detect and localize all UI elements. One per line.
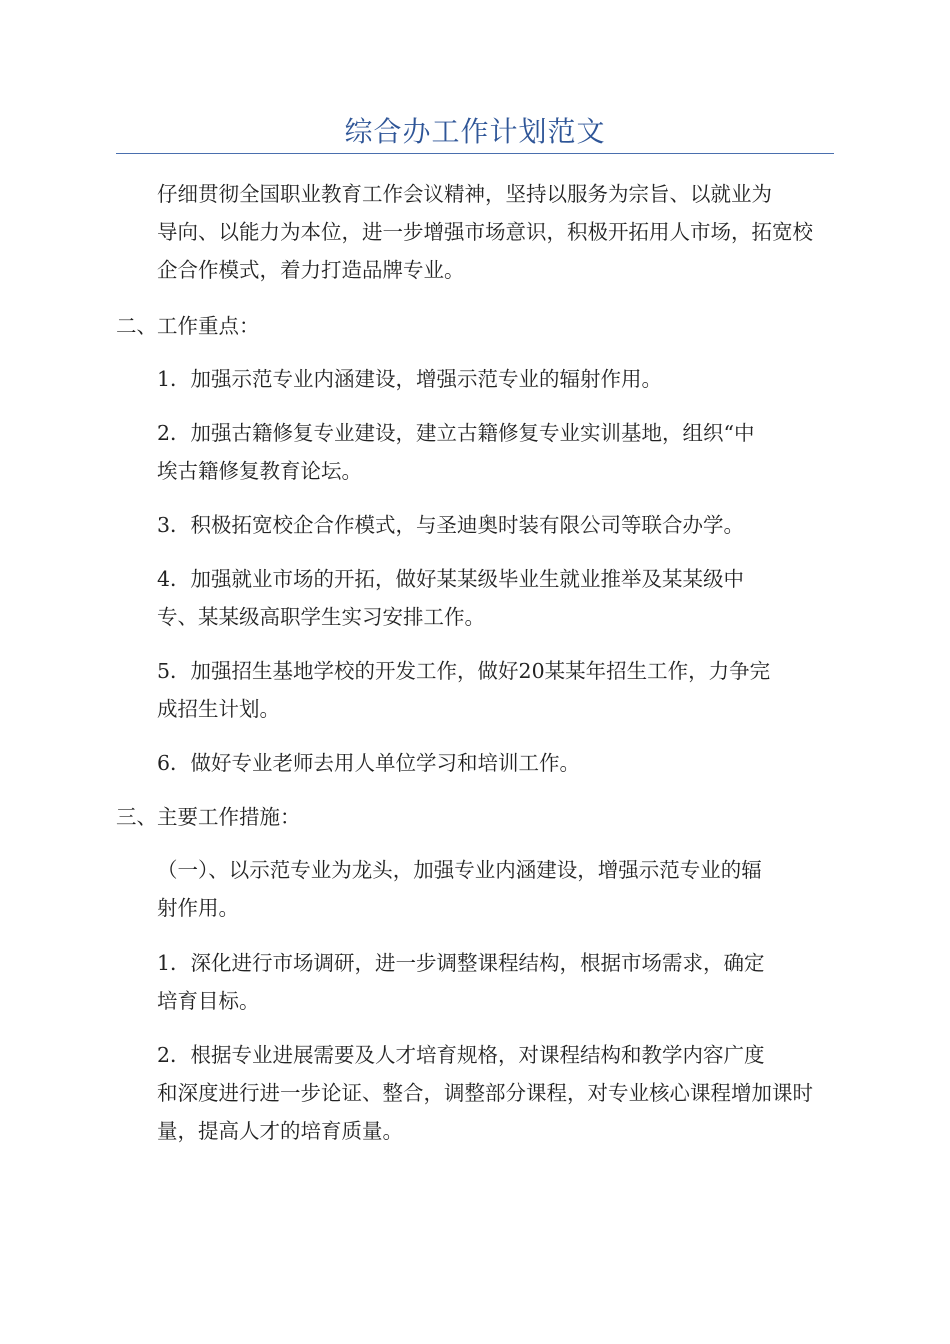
text-line: 1．加强示范专业内涵建设，增强示范专业的辐射作用。 — [157, 367, 663, 391]
list-item-paragraph — [116, 360, 834, 398]
text-line: 三、主要工作措施： — [116, 805, 301, 829]
text-line: 导向、以能力为本位，进一步增强市场意识，积极开拓用人市场，拓宽校 — [157, 220, 813, 244]
text-line: 2．加强古籍修复专业建设，建立古籍修复专业实训基地，组织“中 — [157, 421, 755, 445]
text-line: 量，提高人才的培育质量。 — [157, 1119, 403, 1143]
text-line: 射作用。 — [157, 896, 239, 920]
text-line: 专、某某级高职学生实习安排工作。 — [157, 605, 485, 629]
list-item-paragraph — [116, 744, 834, 782]
text-line: 和深度进行进一步论证、整合，调整部分课程，对专业核心课程增加课时 — [157, 1081, 813, 1105]
subsection-paragraph — [116, 851, 834, 927]
list-item-paragraph — [116, 1036, 834, 1150]
list-item-paragraph — [116, 506, 834, 544]
text-line: 2．根据专业进展需要及人才培育规格，对课程结构和教学内容广度 — [157, 1043, 765, 1067]
list-item-paragraph — [116, 560, 834, 636]
section-heading-measures — [116, 798, 834, 836]
list-item-paragraph — [116, 944, 834, 1020]
text-line: 4．加强就业市场的开拓，做好某某级毕业生就业推举及某某级中 — [157, 567, 745, 591]
text-line: 成招生计划。 — [157, 697, 280, 721]
document-page — [116, 0, 834, 1344]
text-line: 二、工作重点： — [116, 314, 260, 338]
text-line: 培育目标。 — [157, 989, 260, 1013]
text-line: 6．做好专业老师去用人单位学习和培训工作。 — [157, 751, 581, 775]
text-line: （一）、以示范专业为龙头，加强专业内涵建设，增强示范专业的辐 — [157, 858, 762, 882]
text-line: 企合作模式，着力打造品牌专业。 — [157, 258, 465, 282]
text-line: 1．深化进行市场调研，进一步调整课程结构，根据市场需求，确定 — [157, 951, 765, 975]
text-line: 5．加强招生基地学校的开发工作，做好20某某年招生工作，力争完 — [157, 659, 771, 683]
intro-paragraph — [116, 175, 834, 289]
list-item-paragraph — [116, 414, 834, 490]
section-heading-key-points — [116, 307, 834, 345]
text-line: 仔细贯彻全国职业教育工作会议精神，坚持以服务为宗旨、以就业为 — [157, 182, 772, 206]
text-line: 埃古籍修复教育论坛。 — [157, 459, 362, 483]
text-line: 3．积极拓宽校企合作模式，与圣迪奥时装有限公司等联合办学。 — [157, 513, 745, 537]
title-underline — [116, 153, 834, 154]
list-item-paragraph — [116, 652, 834, 728]
document-title: 综合办工作计划范文 — [344, 115, 606, 148]
